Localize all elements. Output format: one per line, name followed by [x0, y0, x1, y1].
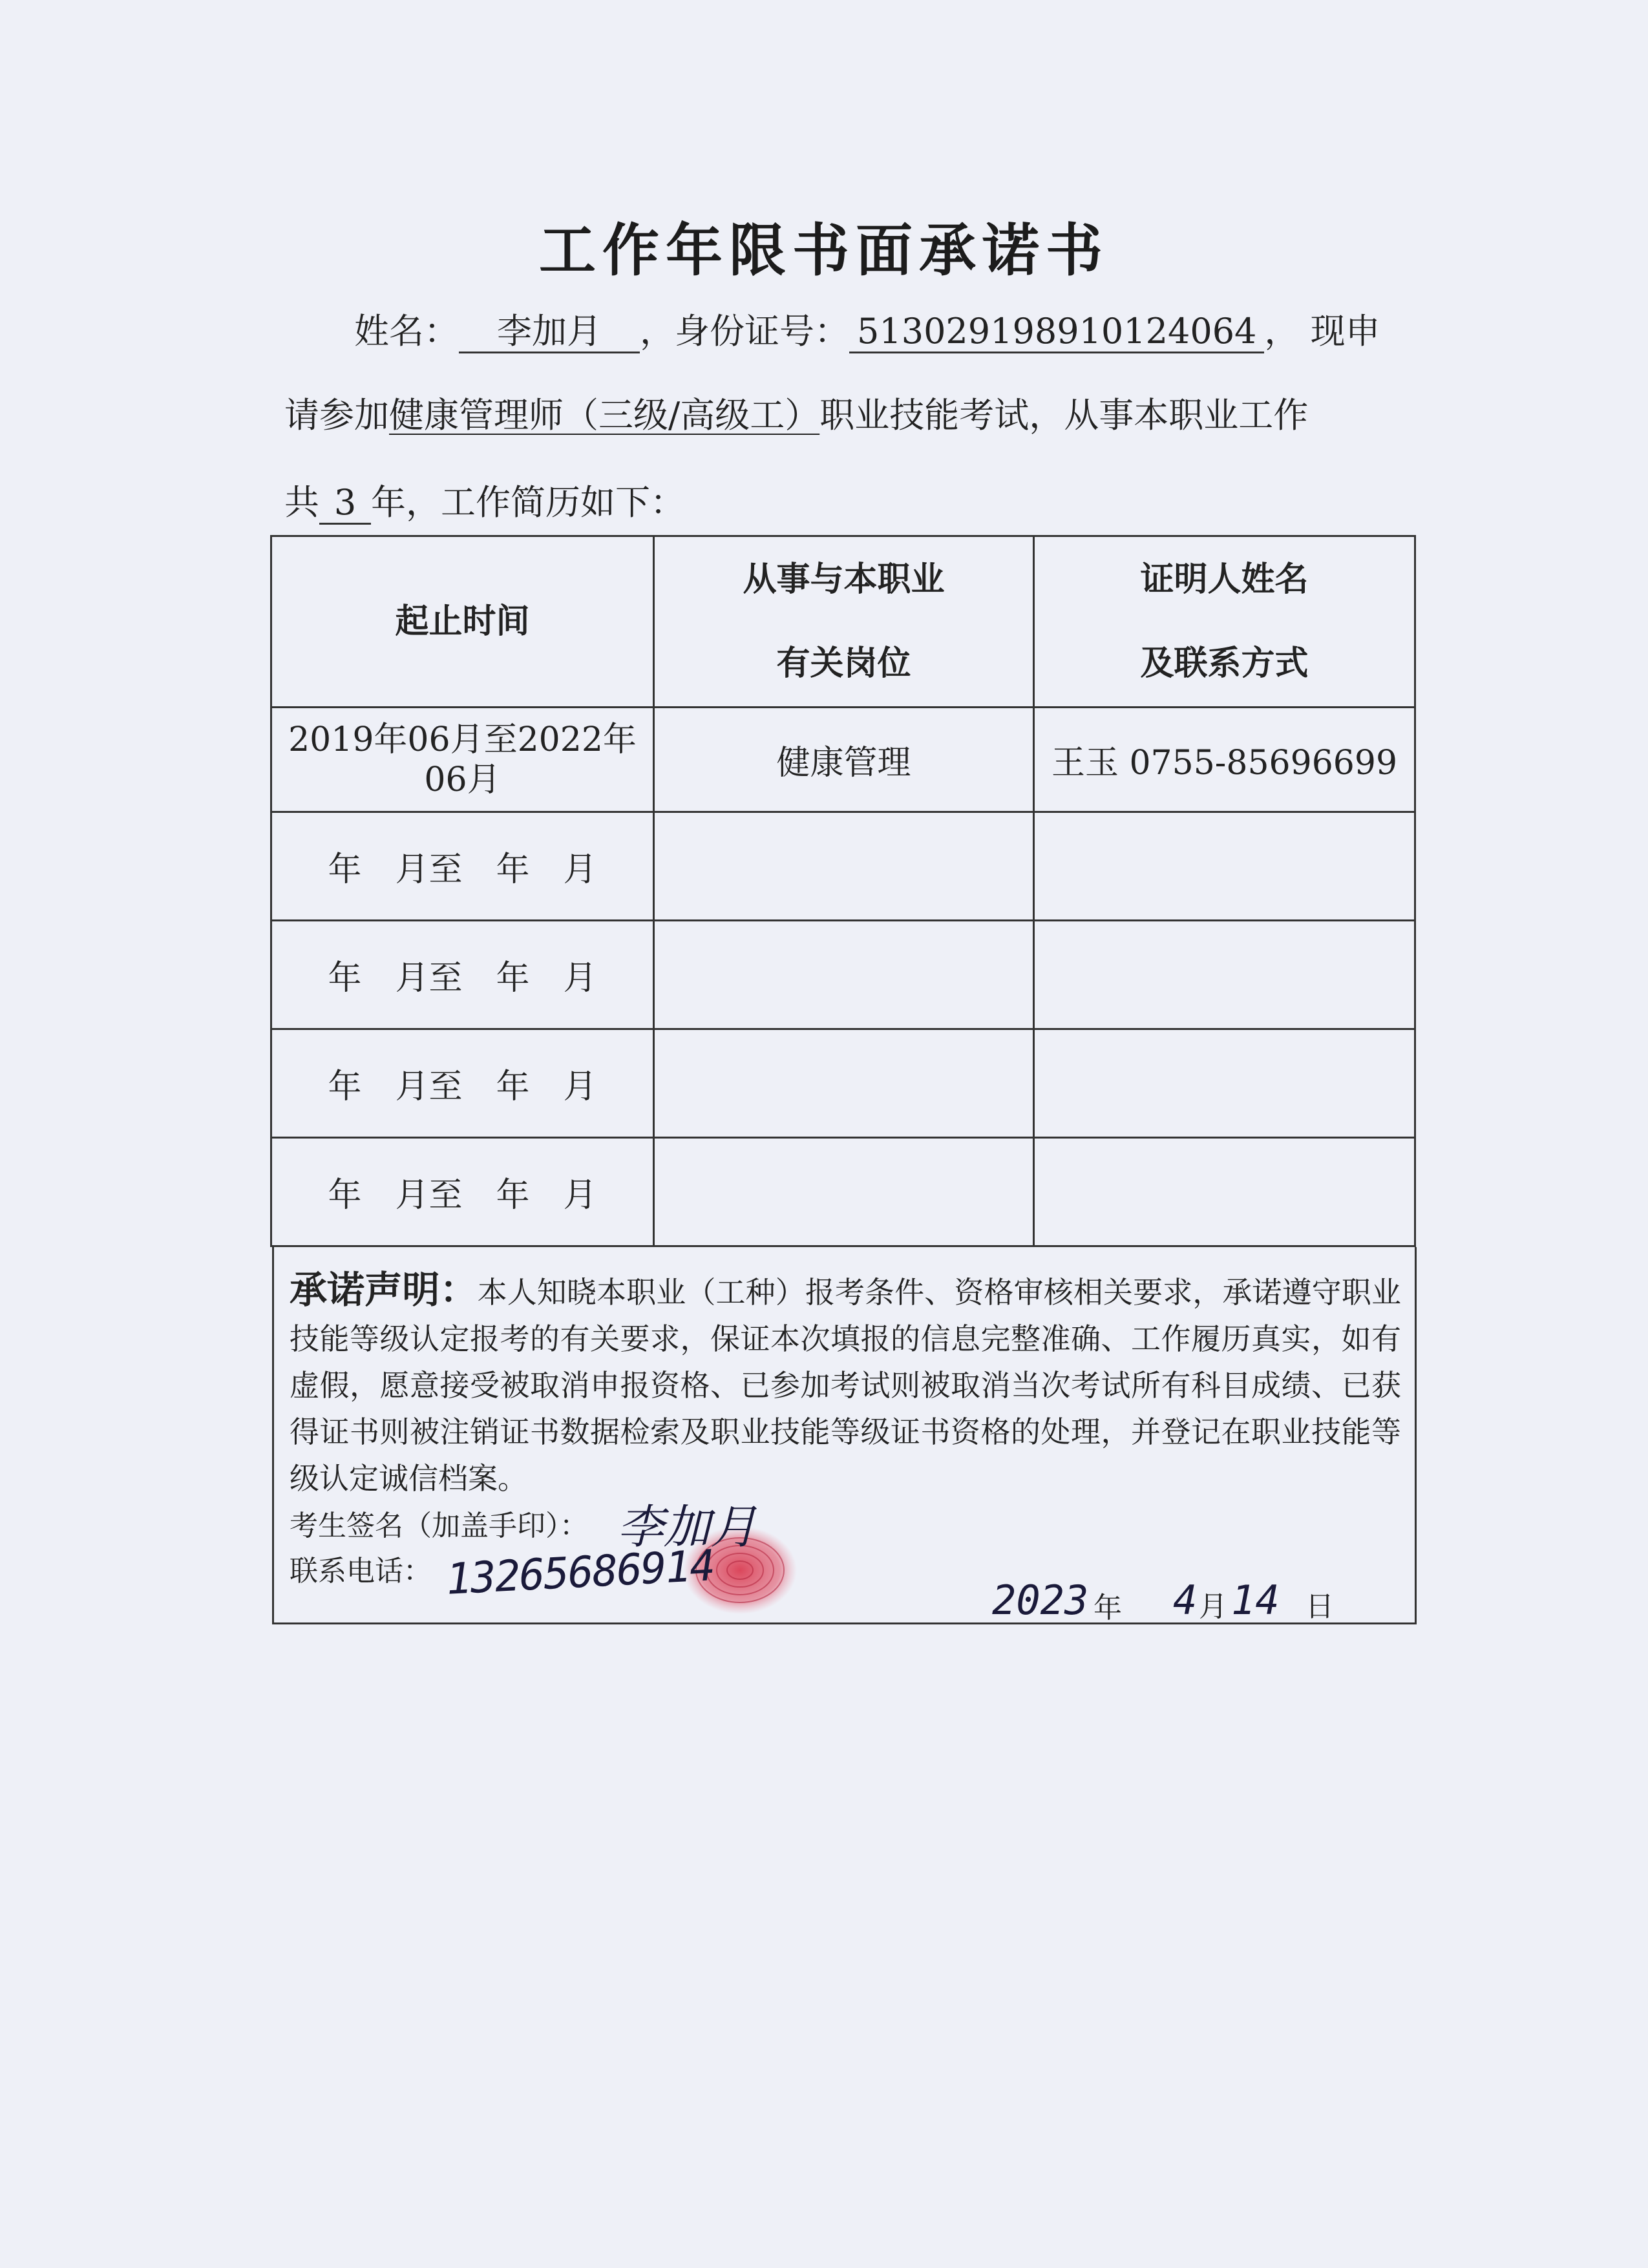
position-cell: 健康管理 [654, 708, 1034, 812]
position-cell [654, 1029, 1034, 1138]
year-char: 年 [1093, 1591, 1122, 1624]
witness-cell [1034, 921, 1415, 1029]
id-number-value: 513029198910124064 [849, 311, 1264, 353]
years-prefix: 共 [284, 482, 319, 523]
handwritten-month: 4 [1173, 1577, 1198, 1624]
table-row [271, 1138, 1415, 1246]
declaration-heading: 承诺声明： [290, 1268, 478, 1312]
id-label: ，身份证号： [640, 311, 849, 352]
witness-cell: 王玉 0755-85696699 [1034, 708, 1415, 812]
apply-label: 请参加 [284, 395, 389, 436]
position-cell [654, 921, 1034, 1029]
period-cell: 年 月至 年 月 [271, 1138, 654, 1246]
signature-label: 考生签名（加盖手印）： [290, 1509, 588, 1542]
header-witness: 证明人姓名 及联系方式 [1034, 536, 1415, 708]
table-header-row [271, 536, 1415, 708]
declaration-text [290, 1266, 1401, 1502]
period-cell: 年 月至 年 月 [271, 1029, 654, 1138]
table-row [271, 1029, 1415, 1138]
occupation-value: 健康管理师（三级/高级工） [389, 395, 820, 436]
position-cell [654, 812, 1034, 921]
witness-cell [1034, 1029, 1415, 1138]
apply-tail: 职业技能考试，从事本职业工作 [819, 395, 1309, 436]
years-suffix: 年，工作简历如下： [371, 482, 685, 523]
declaration-body: 本人知晓本职业（工种）报考条件、资格审核相关要求，承诺遵守职业技能等级认定报考的有关要求，保证本次填报的信息完整准确、工作履历真实，如有虚假，愿意接受被取消申报资格、已参加考试则被取消当次考试所有科目成绩、已获得证书则被注销证书数据检索及职业技能等级证书资格的处理，并登记在职业技能等级认定诚信档案。 [290, 1275, 1401, 1496]
day-char: 日 [1305, 1590, 1334, 1623]
document-title: 工作年限书面承诺书 [538, 216, 1109, 284]
work-history-table [270, 535, 1416, 1247]
period-cell: 年 月至 年 月 [271, 812, 654, 921]
witness-cell [1034, 812, 1415, 921]
month-char: 月 [1199, 1590, 1227, 1623]
period-cell: 2019年06月至2022年06月 [271, 708, 654, 812]
period-cell: 年 月至 年 月 [271, 921, 654, 1029]
handwritten-signature: 李加月 [617, 1500, 757, 1554]
handwritten-day: 14 [1231, 1577, 1280, 1624]
table-row [271, 812, 1415, 921]
intro-tail-1: ， 现申 [1264, 311, 1380, 352]
phone-label: 联系电话： [290, 1555, 432, 1588]
intro-line-1 [354, 304, 1380, 353]
years-value: 3 [319, 483, 371, 525]
header-position: 从事与本职业 有关岗位 [654, 536, 1034, 708]
position-cell [654, 1138, 1034, 1246]
handwritten-phone: 13265686914 [445, 1540, 715, 1604]
intro-line-3 [284, 475, 685, 525]
header-period: 起止时间 [271, 536, 654, 708]
handwritten-year: 2023 [992, 1577, 1089, 1624]
table-row [271, 708, 1415, 812]
name-value: 李加月 [459, 311, 640, 353]
intro-line-2 [284, 388, 1308, 437]
table-row [271, 921, 1415, 1029]
witness-cell [1034, 1138, 1415, 1246]
name-label: 姓名： [354, 311, 459, 352]
